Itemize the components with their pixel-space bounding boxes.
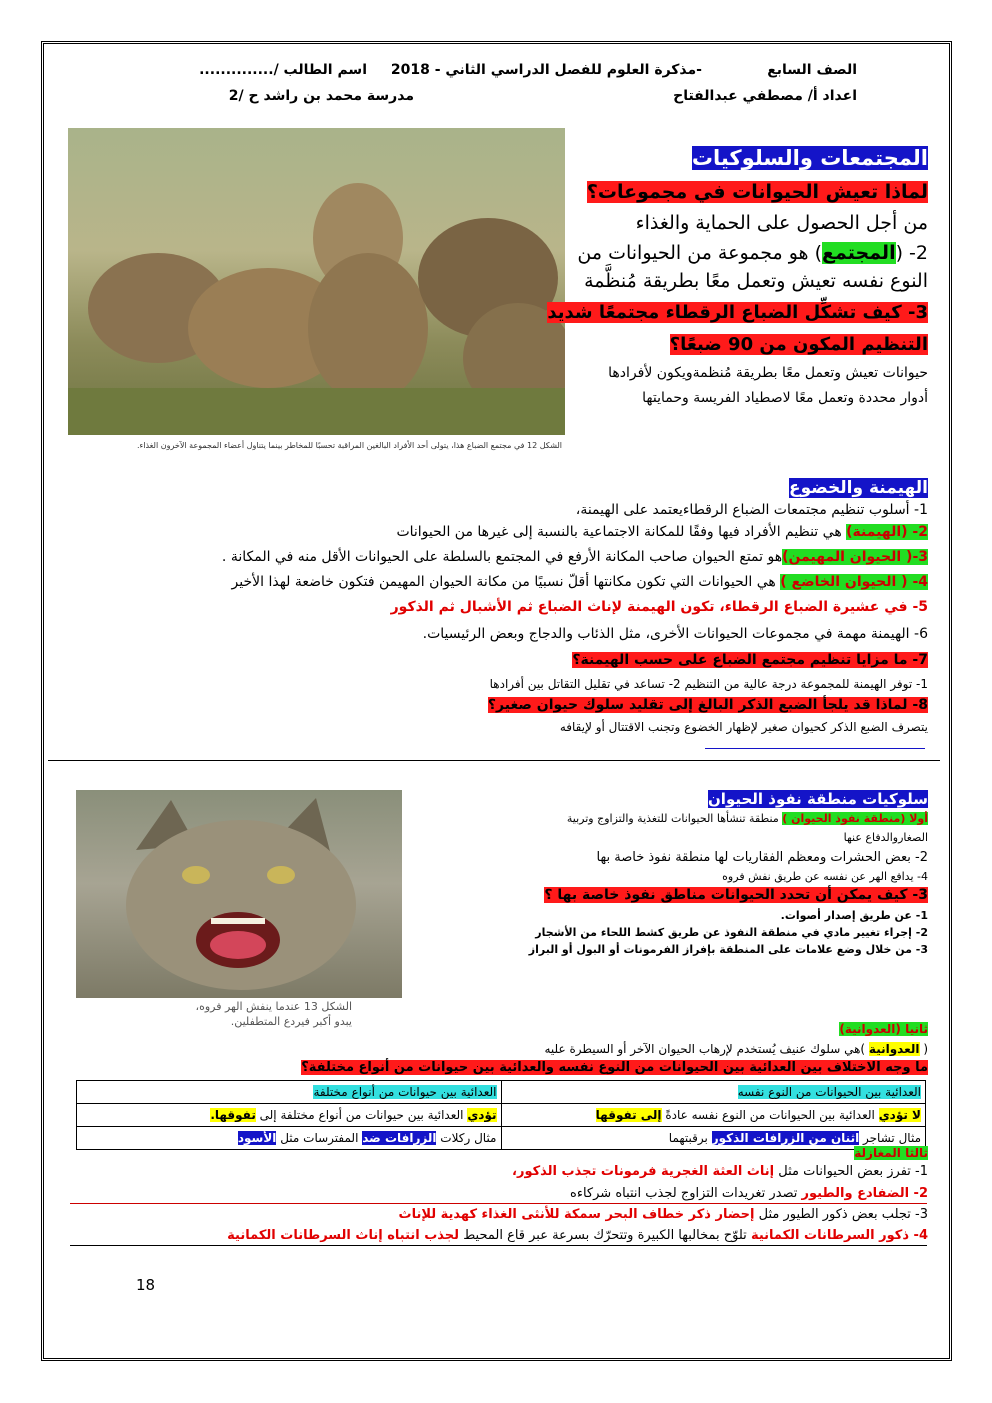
society-term: المجتمع [822,242,896,264]
terr-q3 [544,887,928,903]
cat-caption-line1: الشكل 13 عندما ينفش الهر فروه، [195,1000,352,1013]
section-divider [48,760,940,761]
def-rest: )هي سلوك عنيف يُستخدم لإرهاب الحيوان الآخر أو السيطرة عليه [544,1042,869,1056]
a3-line1: حيوانات تعيش وتعمل معًا بطريقة مُنظمةويكون لأفرادها [608,365,928,381]
red-underline [70,1203,927,1204]
cell-diff-result [77,1104,502,1127]
header-different-species [77,1081,502,1104]
dominant-term: 3-( الحيوان المهيمن) [782,549,928,565]
def-num: 2- ( [895,242,928,264]
table-row [77,1127,926,1150]
a3-line2: أدوار محددة وتعمل معًا لاصطياد الفريسة وحمايتها [642,390,928,406]
aggression-definition [544,1042,928,1056]
section-title-communities [692,146,928,170]
dominance-term: 2- (الهيمنة) [846,524,928,540]
black-underline [70,1245,927,1246]
q3-line1 [547,302,928,323]
author-label: اعداد أ/ مصطفي عبدالفتاح [673,88,857,104]
cell-part: مثال ركلات [436,1131,497,1145]
hyena-photo [68,128,565,435]
dom-l4 [232,574,928,590]
header-same-species [501,1081,926,1104]
dom-l3 [222,549,928,565]
cell-part: العدائية بين الحيوانات من النوع نفسه عادةً [661,1108,879,1122]
terr-l1-line2: الصغاروالدفاع عنها [843,831,928,844]
q3a-text: 3- كيف تشكِّل الضباع الرقطاء مجتمعًا شديد [547,302,928,323]
dom-l6: 6- الهيمنة مهمة في مجموعات الحيوانات الأخرى، مثل الذئاب والدجاج وبعض الرئيسيات. [422,626,928,642]
page-number: 18 [136,1276,156,1294]
cell-part: تؤدي [467,1108,497,1122]
q3-line2 [670,334,928,355]
dom-l4-rest: هي الحيوانات التي تكون مكانتها أقلّ نسبيًا من مكانة الحيوان المهيمن فتكون خاضعة لهذا الأخير [231,574,781,590]
terr-a3-1: 1- عن طريق إصدار أصوات. [780,909,928,922]
cell-part: تفوقها. [210,1108,256,1122]
submissive-term: 4- ( الحيوان الخاضع ) [780,574,928,590]
aggression-question [301,1060,928,1075]
table-row [77,1104,926,1127]
cell-part: برقبتهما [668,1131,712,1145]
cell-part: الأسود [237,1131,277,1145]
court-part: 3- تجلب بعض ذكور الطيور مثل [754,1207,928,1222]
section-title-aggression [839,1022,928,1036]
cell-text: العدائية بين الحيوانات من النوع نفسه [737,1085,921,1099]
q1-text: لماذا تعيش الحيوانات في مجموعات؟ [586,181,928,203]
court-l4 [227,1228,928,1243]
terr-l2: 2- بعض الحشرات ومعظم الفقاريات لها منطقة نفوذ خاصة بها [596,850,928,865]
def-open: ( [919,1042,928,1056]
court-part: إناث العثة الغجرية فرمونات تجذب الذكور، [512,1164,775,1179]
cell-part: لا تؤدي [878,1108,921,1122]
aggression-comparison-table [76,1080,926,1150]
court-part: تلوّح بمخالبها الكبيرة وتتحرّك بسرعة عبر قاع المحيط [459,1228,751,1243]
aggression-term: العدوانية [868,1042,920,1056]
court-part: 4- ذكور السرطانات الكمانية [750,1228,928,1243]
q1 [587,181,928,203]
q7-text: 7- ما مزايا تنظيم مجتمع الضباع على حسب الهيمنة؟ [572,652,928,668]
cell-text: العدائية بين حيوانات من أنواع مختلفة [313,1085,497,1099]
q3b-text: التنظيم المكون من 90 ضبعًا؟ [669,334,928,355]
court-part: 2- الضفادع والطيور [801,1186,928,1201]
section-title-territory [708,790,928,808]
school-label: مدرسة محمد بن راشد ح /2 [228,88,414,104]
cell-same-result [501,1104,926,1127]
question-text: ما وجه الاختلاف بين العدائية بين الحيوانات من النوع نفسه والعدائية بين حيوانات من أنواع مختلفة؟ [301,1060,928,1075]
terr-a3-2: 2- إجراء تغيير مادي في منطقة النفوذ عن طريق كشط اللحاء من الأشجار [535,926,928,939]
a7: 1- توفر الهيمنة للمجموعة درجة عالية من التنظيم 2- تساعد في تقليل التقاتل بين أفرادها [489,677,928,691]
student-name-field: اسم الطالب /.............. [199,62,367,78]
society-definition [577,242,928,264]
cell-part: اثنان من الزرافات الذكور [711,1131,860,1145]
court-part: تصدر تغريدات التزاوج لجذب انتباه شركاءه [570,1186,802,1201]
table-row [77,1081,926,1104]
hyena-caption: الشكل 12 في مجتمع الضباع هذا، يتولى أحد الأفراد البالغين المراقبة تحسبًا للمخاطر بينما يتناول أعضاء المجموعة الآخرون الغذاء. [136,441,562,450]
def-rest: ) هو مجموعة من الحيوانات من [577,242,823,264]
grade-label: الصف السابع [767,62,857,78]
territory-term: أولا (منطقة نفوذ الحيوان ) [782,812,928,825]
dom-l2 [396,524,928,540]
terr-q3-text: 3- كيف يمكن أن تحدد الحيوانات مناطق نفوذ خاصة بها ؟ [544,887,928,903]
cell-part: مثال تشاجر [859,1131,921,1145]
cat-caption-line2: يبدو أكبر فيردع المتطفلين. [230,1015,352,1028]
court-l3 [399,1207,929,1222]
cell-diff-example [77,1127,502,1150]
terr-l1-rest: منطقة تنشأها الحيوانات للتغذية والتزاوج وتربية [566,812,783,825]
society-definition-line2: النوع نفسه تعيش وتعمل معًا بطريقة مُنظَّمة [584,270,928,292]
court-part: إحضار ذكر خطاف البحر سمكة للأنثى الغذاء كهدية للإناث [398,1207,755,1222]
court-l2 [570,1186,928,1201]
cell-part: المفترسات مثل [276,1131,363,1145]
terr-l1 [567,812,928,825]
cell-part: الزرافات ضد [362,1131,437,1145]
blue-underline [705,748,925,749]
dom-l2-rest: هي تنظيم الأفراد فيها وفقًا للمكانة الاجتماعية بالنسبة إلى غيرها من الحيوانات [396,524,847,540]
title-text: المجتمعات والسلوكيات [691,146,928,170]
q8 [488,697,928,713]
court-part: 1- تفرز بعض الحيوانات مثل [774,1164,928,1179]
a8: يتصرف الضبع الذكر كحيوان صغير لإظهار الخضوع وتجنب الاقتتال أو لإيقافه [559,720,928,734]
court-part: لجذب انتباه إناث السرطانات الكمانية [227,1228,460,1243]
cat-photo [76,790,402,998]
cell-part: العدائية بين حيوانات من أنواع مختلفة إلى [255,1108,468,1122]
dom-l5: 5- في عشيرة الضباع الرقطاء، تكون الهيمنة لإناث الضباع ثم الأشبال ثم الذكور [390,599,928,615]
a1: من أجل الحصول على الحماية والغذاء [635,212,928,234]
section-title-dominance [789,478,928,498]
section-title-courtship [854,1146,928,1160]
title-text: سلوكيات منطقة نفوذ الحيوان [708,790,928,808]
dom-l3-rest: هو تمتع الحيوان صاحب المكانة الأرفع في المجتمع بالسلطة على الحيوانات الأقل منه في المكانة . [221,549,783,565]
q8-text: 8- لماذا قد يلجأ الضبع الذكر البالغ إلى تقليد سلوك حيوان صغير؟ [487,697,928,713]
title-text: ثالثا المغازلة [854,1146,928,1160]
title-text: الهيمنة والخضوع [789,478,928,498]
terr-a3-3: 3- من خلال وضع علامات على المنطقة بإفراز الفرمونات أو البول أو البراز [528,943,928,956]
cell-part: إلى تفوقها [595,1108,662,1122]
q7 [572,652,928,668]
title-text: ثانيا (العدوانية) [839,1022,928,1036]
doc-title: -مذكرة العلوم للفصل الدراسي الثاني - 2018 [390,62,702,78]
terr-l4: 4- يدافع الهر عن نفسه عن طريق نفش فروه [722,870,928,883]
dom-l1: 1- أسلوب تنظيم مجتمعات الضباع الرقطاءيعتمد على الهيمنة، [575,502,928,518]
court-l1 [512,1164,928,1179]
